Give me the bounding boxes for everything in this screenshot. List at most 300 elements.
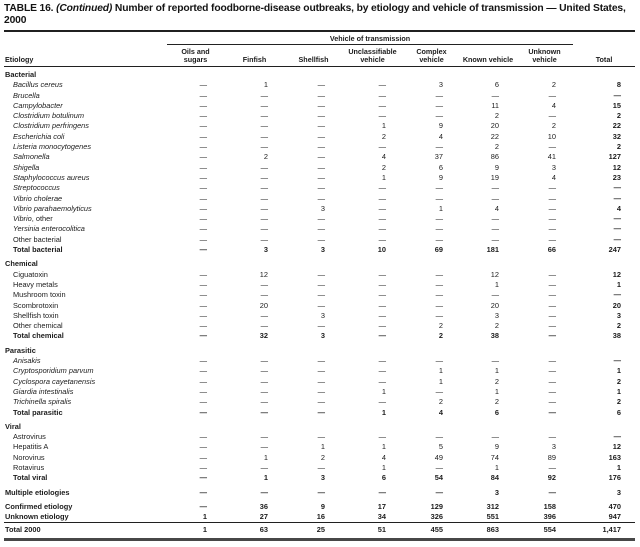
value-cell: — <box>548 310 557 320</box>
value-cell: — <box>317 80 325 90</box>
row-label: Total chemical <box>13 331 64 341</box>
table-row <box>4 512 635 523</box>
row-label: Giardia intestinalis <box>13 386 74 396</box>
value-cell: — <box>199 432 207 442</box>
value-cell: — <box>378 310 386 320</box>
value-cell: 4 <box>381 452 386 462</box>
value-cell: — <box>378 366 386 376</box>
value-cell: — <box>260 321 268 331</box>
value-cell: 25 <box>285 523 342 539</box>
value-cell: — <box>260 234 268 244</box>
table-row <box>4 301 635 311</box>
value-cell: 1 <box>263 80 268 90</box>
value-cell: 22 <box>490 131 499 141</box>
value-cell: — <box>317 131 325 141</box>
value-cell: — <box>260 203 268 213</box>
table-row <box>4 498 635 512</box>
value-cell: — <box>260 131 268 141</box>
total-cell: 2 <box>616 142 622 152</box>
value-cell: 2 <box>494 321 499 331</box>
table-title <box>4 3 635 32</box>
column-header-complex-vehicle: Complex vehicle <box>403 44 460 66</box>
table-row <box>4 311 635 321</box>
value-cell: — <box>435 300 443 310</box>
value-cell: 3 <box>438 80 443 90</box>
row-label: Streptococcus <box>13 183 60 193</box>
value-cell: — <box>260 214 268 224</box>
total-cell: 38 <box>612 331 622 341</box>
value-cell: — <box>260 111 268 121</box>
value-cell: — <box>199 269 207 279</box>
value-cell: — <box>199 131 207 141</box>
value-cell: — <box>260 121 268 131</box>
row-label: Total 2000 <box>4 523 167 539</box>
value-cell: 4 <box>438 131 443 141</box>
value-cell: 6 <box>494 80 499 90</box>
value-cell: 32 <box>259 331 268 341</box>
value-cell: 2 <box>381 162 386 172</box>
outbreaks-table <box>4 34 635 541</box>
value-cell: 17 <box>377 501 386 511</box>
value-cell: — <box>548 331 557 341</box>
row-label: Scombrotoxin <box>13 300 59 310</box>
value-cell: — <box>378 432 386 442</box>
table-row <box>4 453 635 463</box>
value-cell: — <box>435 310 443 320</box>
value-cell: — <box>435 386 443 396</box>
value-cell: — <box>317 432 325 442</box>
value-cell: — <box>260 100 268 110</box>
total-cell: — <box>613 214 622 224</box>
value-cell: — <box>548 203 557 213</box>
table-row <box>4 442 635 452</box>
section-header-row <box>4 67 635 81</box>
value-cell: — <box>199 356 207 366</box>
value-cell: — <box>378 80 386 90</box>
table-row <box>4 235 635 245</box>
value-cell: — <box>435 183 443 193</box>
value-cell: 27 <box>259 512 268 522</box>
row-label: Rotavirus <box>13 462 45 472</box>
value-cell: — <box>491 193 499 203</box>
value-cell: — <box>317 300 325 310</box>
column-header-unknown-vehicle: Unknown vehicle <box>516 44 573 66</box>
value-cell: — <box>260 462 268 472</box>
value-cell: 1 <box>202 512 207 522</box>
row-label: Clostridium perfringens <box>13 121 89 131</box>
value-cell: 3 <box>320 203 325 213</box>
value-cell: — <box>548 386 557 396</box>
total-cell: 22 <box>612 121 622 131</box>
row-label: Heavy metals <box>13 279 58 289</box>
value-cell: — <box>435 432 443 442</box>
value-cell: 863 <box>460 523 516 539</box>
row-label: Confirmed etiology <box>5 501 73 511</box>
value-cell: — <box>199 80 207 90</box>
value-cell: — <box>317 162 325 172</box>
value-cell: — <box>378 193 386 203</box>
value-cell: — <box>199 290 207 300</box>
value-cell: 1 <box>381 172 386 182</box>
table-header <box>4 34 635 67</box>
value-cell: — <box>378 290 386 300</box>
value-cell: — <box>378 279 386 289</box>
value-cell: 19 <box>490 172 499 182</box>
table-row <box>4 91 635 101</box>
value-cell: 1 <box>494 279 499 289</box>
row-label: Chemical <box>5 259 38 269</box>
row-label: Total viral <box>13 473 48 483</box>
value-cell: — <box>548 142 557 152</box>
value-cell: 3 <box>551 442 557 452</box>
value-cell: 2 <box>438 321 443 331</box>
value-cell: 11 <box>491 100 499 110</box>
value-cell: — <box>260 224 268 234</box>
column-header-total: Total <box>573 44 635 66</box>
value-cell: — <box>378 90 386 100</box>
value-cell: — <box>548 356 557 366</box>
value-cell: 3 <box>320 473 325 483</box>
value-cell: 2 <box>438 331 443 341</box>
value-cell: — <box>317 321 325 331</box>
value-cell: 554 <box>516 523 573 539</box>
value-cell: 3 <box>263 245 268 255</box>
total-cell: — <box>613 193 622 203</box>
value-cell: — <box>435 462 443 472</box>
value-cell: — <box>548 366 557 376</box>
value-cell: — <box>548 234 557 244</box>
value-cell: — <box>548 214 557 224</box>
value-cell: — <box>548 269 557 279</box>
value-cell: 3 <box>551 162 557 172</box>
value-cell: 1 <box>167 523 224 539</box>
value-cell: 3 <box>494 487 499 497</box>
row-label: Mushroom toxin <box>13 290 66 300</box>
value-cell: 4 <box>381 152 386 162</box>
value-cell: 2 <box>381 131 386 141</box>
value-cell: — <box>378 142 386 152</box>
total-cell: 247 <box>608 245 622 255</box>
row-label: Multiple etiologies <box>5 487 70 497</box>
value-cell: — <box>435 214 443 224</box>
table-row <box>4 245 635 255</box>
value-cell: — <box>317 397 325 407</box>
value-cell: 66 <box>547 245 557 255</box>
row-label: Cryptosporidium parvum <box>13 366 94 376</box>
value-cell: 6 <box>381 473 386 483</box>
total-cell: 1 <box>616 386 622 396</box>
table-row <box>4 523 635 539</box>
value-cell: — <box>378 100 386 110</box>
row-label: Salmonella <box>13 152 50 162</box>
value-cell: — <box>548 397 557 407</box>
value-cell: — <box>317 356 325 366</box>
total-cell: 2 <box>616 111 622 121</box>
value-cell: — <box>260 442 268 452</box>
value-cell: — <box>260 366 268 376</box>
value-cell: — <box>548 432 557 442</box>
row-label: Listeria monocytogenes <box>13 142 92 152</box>
table-row <box>4 101 635 111</box>
table-row <box>4 408 635 418</box>
value-cell: — <box>260 376 268 386</box>
value-cell: — <box>378 269 386 279</box>
value-cell: — <box>199 279 207 289</box>
total-cell: 1,417 <box>573 523 635 539</box>
value-cell: — <box>435 290 443 300</box>
group-header-spacer-right <box>573 34 635 45</box>
total-cell: 23 <box>612 172 622 182</box>
row-label: Vibrio cholerae <box>13 193 63 203</box>
value-cell: — <box>491 234 499 244</box>
group-header-spacer-left <box>4 34 167 45</box>
total-cell: 12 <box>612 442 622 452</box>
value-cell: 1 <box>438 366 443 376</box>
table-row <box>4 387 635 397</box>
value-cell: — <box>378 183 386 193</box>
value-cell: — <box>260 356 268 366</box>
value-cell: — <box>548 111 557 121</box>
table-row <box>4 331 635 341</box>
total-cell: 15 <box>612 100 622 110</box>
value-cell: — <box>199 152 207 162</box>
value-cell: 1 <box>381 121 386 131</box>
value-cell: — <box>378 331 386 341</box>
table-row <box>4 194 635 204</box>
row-label: Parasitic <box>5 345 36 355</box>
value-cell: — <box>317 100 325 110</box>
column-header-unclassifiable-vehicle: Unclassifiable vehicle <box>342 44 403 66</box>
table-row <box>4 204 635 214</box>
total-cell: 1 <box>616 279 622 289</box>
value-cell: 2 <box>494 397 499 407</box>
row-label: Bacillus cereus <box>13 80 63 90</box>
value-cell: 12 <box>259 269 268 279</box>
total-cell: — <box>613 183 622 193</box>
value-cell: — <box>199 331 207 341</box>
value-cell: 63 <box>224 523 285 539</box>
column-header-finfish: Finfish <box>224 44 285 66</box>
value-cell: 69 <box>434 245 443 255</box>
value-cell: 9 <box>494 442 499 452</box>
value-cell: — <box>548 279 557 289</box>
value-cell: 34 <box>377 512 386 522</box>
value-cell: — <box>378 356 386 366</box>
value-cell: 551 <box>486 512 499 522</box>
value-cell: — <box>378 300 386 310</box>
total-cell: 176 <box>608 473 622 483</box>
table-row <box>4 397 635 407</box>
value-cell: — <box>491 290 499 300</box>
value-cell: 4 <box>551 100 557 110</box>
row-label: Cyclospora cayetanensis <box>13 376 96 386</box>
value-cell: — <box>199 386 207 396</box>
total-cell: 947 <box>608 512 622 522</box>
total-cell: — <box>613 432 622 442</box>
total-cell: 8 <box>616 80 622 90</box>
total-cell: 2 <box>616 376 622 386</box>
value-cell: — <box>199 397 207 407</box>
table-body <box>4 67 635 540</box>
row-label: Trichinella spiralis <box>13 397 72 407</box>
total-cell: 12 <box>612 269 622 279</box>
value-cell: — <box>199 501 207 511</box>
value-cell: — <box>199 310 207 320</box>
value-cell: 54 <box>434 473 443 483</box>
value-cell: 36 <box>259 501 268 511</box>
value-cell: 9 <box>438 121 443 131</box>
table-row <box>4 484 635 498</box>
value-cell: 1 <box>381 386 386 396</box>
value-cell: — <box>548 300 557 310</box>
row-label: Viral <box>5 421 21 431</box>
value-cell: 3 <box>320 245 325 255</box>
value-cell: — <box>435 356 443 366</box>
value-cell: — <box>199 452 207 462</box>
total-cell: — <box>613 234 622 244</box>
row-label: Brucella <box>13 90 40 100</box>
value-cell: — <box>260 90 268 100</box>
row-label: Shigella <box>13 162 40 172</box>
value-cell: — <box>548 487 557 497</box>
row-label: Ciguatoxin <box>13 269 48 279</box>
column-header-etiology: Etiology <box>4 44 167 66</box>
value-cell: — <box>548 290 557 300</box>
value-cell: — <box>435 100 443 110</box>
value-cell: — <box>317 279 325 289</box>
row-label: Campylobacter <box>13 100 63 110</box>
value-cell: 455 <box>403 523 460 539</box>
value-cell: — <box>317 407 325 417</box>
row-label: Escherichia coli <box>13 131 65 141</box>
value-cell: 41 <box>547 152 557 162</box>
group-header-vehicle-of-transmission: Vehicle of transmission <box>167 34 573 45</box>
value-cell: — <box>199 224 207 234</box>
value-cell: — <box>317 224 325 234</box>
value-cell: — <box>260 279 268 289</box>
value-cell: — <box>317 172 325 182</box>
value-cell: — <box>317 183 325 193</box>
row-label: Vibrio, other <box>13 214 53 224</box>
value-cell: — <box>260 407 268 417</box>
total-cell: 127 <box>608 152 622 162</box>
table-row <box>4 377 635 387</box>
value-cell: — <box>317 121 325 131</box>
total-cell: 4 <box>616 203 622 213</box>
value-cell: — <box>548 224 557 234</box>
column-header-known-vehicle: Known vehicle <box>460 44 516 66</box>
table-row <box>4 473 635 483</box>
value-cell: — <box>260 432 268 442</box>
value-cell: 5 <box>438 442 443 452</box>
table-row <box>4 366 635 376</box>
value-cell: — <box>317 366 325 376</box>
value-cell: — <box>435 193 443 203</box>
value-cell: 1 <box>381 462 386 472</box>
value-cell: — <box>548 407 557 417</box>
value-cell: 20 <box>490 121 499 131</box>
value-cell: 1 <box>438 203 443 213</box>
row-label: Unknown etiology <box>5 512 69 522</box>
table-row <box>4 270 635 280</box>
value-cell: — <box>317 142 325 152</box>
table-row <box>4 224 635 234</box>
value-cell: — <box>378 397 386 407</box>
value-cell: — <box>548 376 557 386</box>
value-cell: — <box>199 487 207 497</box>
value-cell: — <box>435 224 443 234</box>
value-cell: 4 <box>551 172 557 182</box>
value-cell: 1 <box>320 442 325 452</box>
value-cell: — <box>435 487 443 497</box>
column-header-oils-and-sugars: Oils and sugars <box>167 44 224 66</box>
row-label: Total parasitic <box>13 407 63 417</box>
value-cell: — <box>491 183 499 193</box>
total-cell: — <box>613 224 622 234</box>
table-row <box>4 111 635 121</box>
table-row <box>4 142 635 152</box>
table-row <box>4 463 635 473</box>
value-cell: — <box>317 214 325 224</box>
value-cell: — <box>199 100 207 110</box>
value-cell: — <box>435 234 443 244</box>
value-cell: — <box>199 473 207 483</box>
section-header-row <box>4 342 635 356</box>
value-cell: — <box>435 142 443 152</box>
section-header-row <box>4 418 635 432</box>
value-cell: 312 <box>486 501 499 511</box>
value-cell: — <box>317 386 325 396</box>
value-cell: 4 <box>494 203 499 213</box>
total-cell: 2 <box>616 397 622 407</box>
value-cell: — <box>548 193 557 203</box>
value-cell: 396 <box>543 512 557 522</box>
value-cell: 1 <box>438 376 443 386</box>
value-cell: — <box>199 111 207 121</box>
value-cell: — <box>317 462 325 472</box>
row-label: Bacterial <box>5 70 37 79</box>
total-cell: 163 <box>608 452 622 462</box>
value-cell: — <box>317 376 325 386</box>
value-cell: — <box>260 397 268 407</box>
value-cell: — <box>317 90 325 100</box>
value-cell: 2 <box>494 111 499 121</box>
value-cell: — <box>317 269 325 279</box>
value-cell: 181 <box>486 245 499 255</box>
group-header-row <box>4 34 635 45</box>
value-cell: 6 <box>438 162 443 172</box>
total-cell: 32 <box>612 131 622 141</box>
value-cell: — <box>260 183 268 193</box>
value-cell: — <box>199 300 207 310</box>
value-cell: 4 <box>438 407 443 417</box>
value-cell: 86 <box>490 152 499 162</box>
table-row <box>4 290 635 300</box>
value-cell: 9 <box>494 162 499 172</box>
value-cell: — <box>199 234 207 244</box>
value-cell: 1 <box>381 442 386 452</box>
value-cell: 74 <box>490 452 499 462</box>
total-cell: 1 <box>616 462 622 472</box>
value-cell: — <box>199 162 207 172</box>
value-cell: — <box>260 162 268 172</box>
value-cell: 2 <box>438 397 443 407</box>
value-cell: — <box>435 111 443 121</box>
total-cell: 3 <box>616 310 622 320</box>
total-cell: — <box>613 90 622 100</box>
value-cell: — <box>435 269 443 279</box>
table-row <box>4 280 635 290</box>
